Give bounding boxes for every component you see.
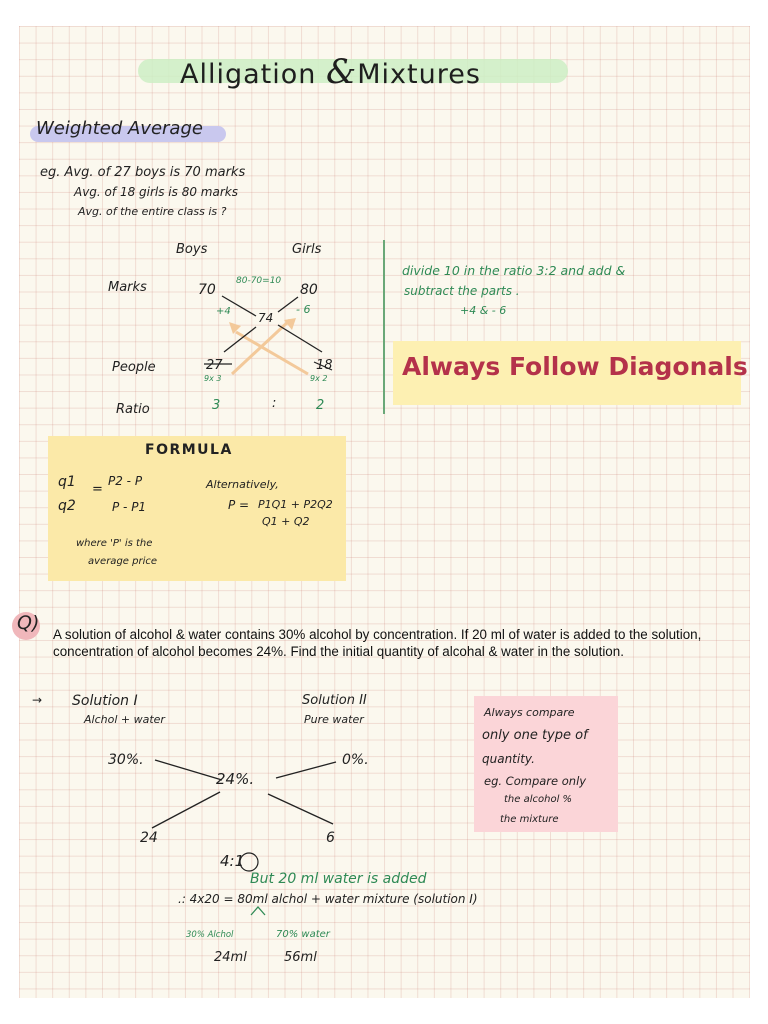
pink-note-line-3: quantity. — [482, 752, 535, 766]
formula-where-2: average price — [88, 556, 158, 567]
formula-where-1: where 'P' is the — [76, 538, 153, 549]
water-added-note: But 20 ml water is added — [250, 871, 427, 887]
title-right: Mixtures — [357, 59, 481, 90]
bottom-right-diff: 6 — [326, 830, 335, 846]
solution-two-title: Solution II — [302, 693, 367, 708]
center-value: 74 — [258, 311, 274, 325]
example-line-1: eg. Avg. of 27 boys is 70 marks — [40, 165, 246, 180]
title-ampersand: & — [325, 52, 358, 92]
ratio-separator: : — [272, 396, 277, 411]
formula-q2: q2 — [58, 498, 76, 514]
question-text: A solution of alcohol & water contains 30% alcohol by concentration. If 20 ml of water is added to the solution, concentration of alcohol becomes 24%. Find the initial quantity of alcohal & water in the solution. — [53, 627, 702, 659]
diagram1-line-tr — [278, 297, 298, 312]
ratio-right: 2 — [316, 398, 325, 413]
formula-equals: = — [92, 482, 103, 497]
diagram2-line-br — [268, 794, 333, 824]
alcohol-ml: 24ml — [214, 950, 247, 965]
pink-note-line-2: only one type of — [482, 728, 588, 743]
alcohol-percent: 30% Alchol — [186, 930, 234, 940]
row-people: People — [112, 360, 156, 375]
girls-people: 18 — [316, 358, 333, 373]
ratio-result: 4:1 — [220, 852, 245, 870]
example-line-2: Avg. of 18 girls is 80 marks — [74, 185, 238, 199]
left-concentration: 30%. — [108, 752, 144, 768]
row-ratio: Ratio — [116, 402, 150, 417]
caret-mark — [251, 907, 265, 915]
girls-marks: 80 — [300, 282, 318, 298]
arrow-marker: → — [32, 693, 43, 707]
boys-multiplier: 9x 3 — [204, 374, 222, 383]
center-concentration: 24%. — [216, 770, 255, 788]
pink-note-line-6: the mixture — [500, 814, 559, 825]
diagonals-note: Always Follow Diagonals — [402, 352, 748, 381]
col-girls: Girls — [292, 242, 322, 257]
pink-note-line-5: the alcohol % — [504, 794, 573, 805]
solution-one-sub: Alchol + water — [84, 713, 165, 726]
boys-people: 27 — [206, 358, 223, 373]
col-boys: Boys — [176, 242, 208, 257]
pink-note-line-4: eg. Compare only — [484, 774, 587, 788]
minus-six: - 6 — [296, 303, 311, 316]
diagram2-line-bl — [152, 792, 220, 828]
green-note-line-1: divide 10 in the ratio 3:2 and add & — [402, 263, 626, 278]
diagram2-line-tr — [276, 762, 336, 778]
girls-multiplier: 9x 2 — [310, 374, 328, 383]
question-label: Q) — [17, 612, 40, 634]
diagram2-line-tl — [155, 760, 222, 780]
plus-four: +4 — [216, 306, 231, 317]
bottom-left-diff: 24 — [140, 830, 158, 846]
formula-title: FORMULA — [145, 442, 233, 458]
solution-one-title: Solution I — [72, 693, 138, 709]
water-percent: 70% water — [276, 929, 330, 940]
title-left: Alligation — [180, 59, 317, 90]
row-marks: Marks — [108, 280, 147, 295]
vertical-divider — [383, 240, 385, 414]
right-concentration: 0%. — [342, 752, 369, 768]
solution-two-sub: Pure water — [304, 713, 364, 726]
section-heading: Weighted Average — [36, 118, 203, 139]
example-line-3: Avg. of the entire class is ? — [78, 205, 227, 218]
formula-denominator: P - P1 — [112, 500, 147, 514]
diagram1-line-br — [278, 325, 322, 352]
pink-note-line-1: Always compare — [484, 706, 575, 719]
water-ml: 56ml — [284, 950, 317, 965]
calculation-line: .: 4x20 = 80ml alchol + water mixture (solution I) — [178, 892, 478, 906]
ratio-left: 3 — [212, 398, 221, 413]
formula-alt: Alternatively, — [206, 478, 279, 491]
green-note-line-2: subtract the parts . — [404, 284, 520, 298]
formula-numerator: P2 - P — [108, 474, 143, 488]
range-note: 80-70=10 — [236, 276, 282, 286]
formula-alt-denominator: Q1 + Q2 — [262, 515, 310, 528]
green-note-line-3: +4 & - 6 — [460, 304, 507, 317]
formula-q1: q1 — [58, 474, 76, 490]
formula-alt-numerator: P1Q1 + P2Q2 — [258, 498, 333, 511]
boys-marks: 70 — [198, 282, 216, 298]
diagonal-arrow-2 — [232, 320, 290, 374]
formula-alt-lhs: P = — [228, 498, 250, 512]
